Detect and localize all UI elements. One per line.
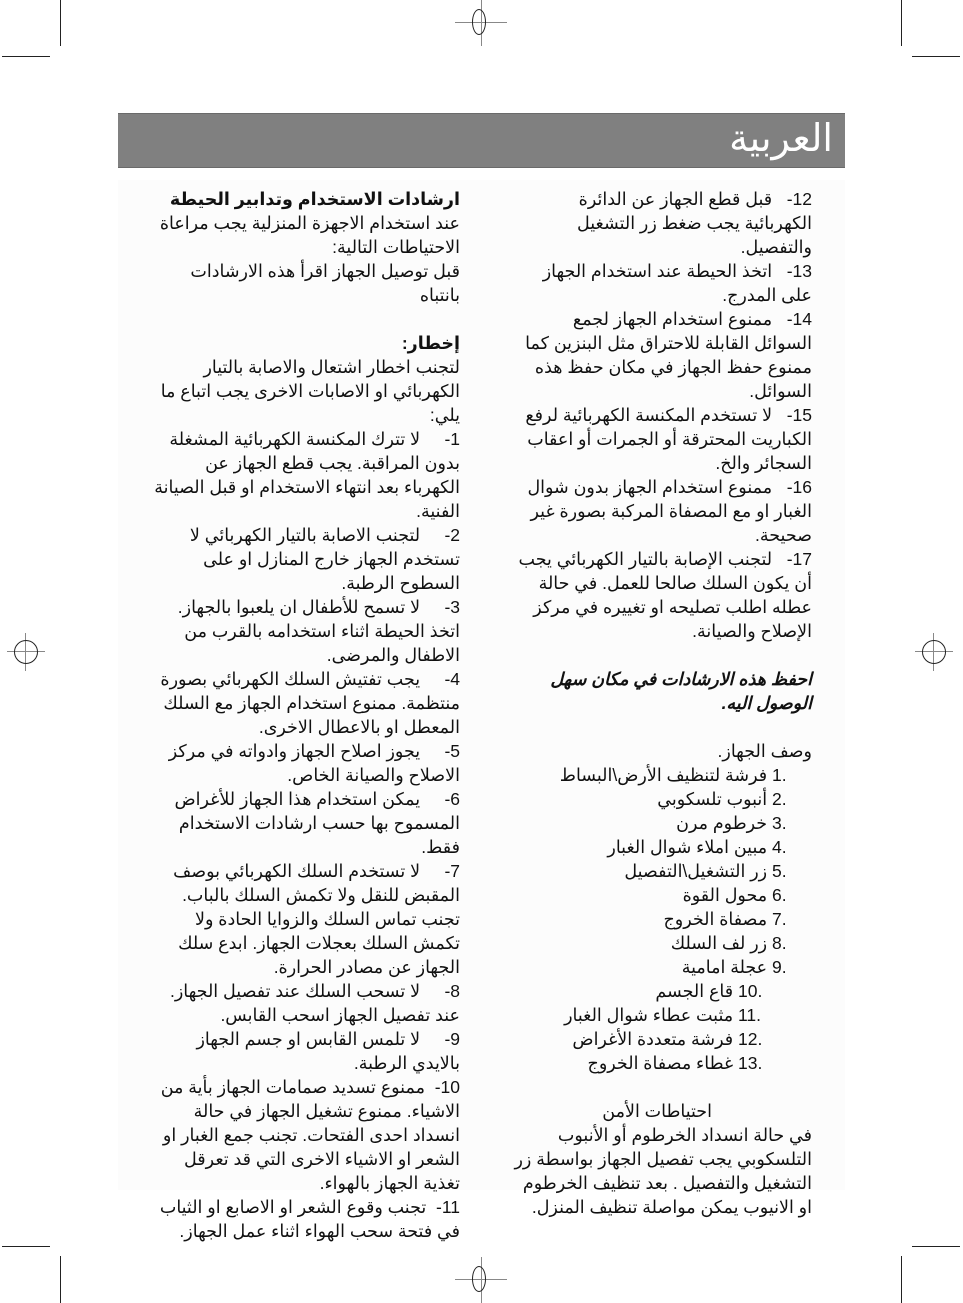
description-item: 11. مثبت عطاء شوال الغبار — [564, 1005, 762, 1025]
right-column — [512, 187, 812, 1219]
warning-item: 13- اتخذ الحيطة عند استخدام الجهاز على المدرج. — [542, 261, 812, 305]
description-item: 1. فرشة لتنظيف الأرض\البساط — [559, 765, 787, 785]
description-item: 7. مصفاة الخروج — [663, 909, 787, 929]
crop-mark — [2, 56, 50, 57]
description-item: 5. زر التشغيل\التفصيل — [624, 861, 787, 881]
warning-item: 10- ممنوع تسديد صمامات الجهاز بأية من الاشياء. ممنوع تشغيل الجهاز في حالة انسداد احدى الفتحات. تجنب جمع الغبار او الشعر او الاشياء الاخرى التي قد تعرقل تغذية الجهاز بالهواء. — [160, 1077, 460, 1193]
warning-intro: لتجنب اخطار اشتعال والاصابة بالتيار الكهربائي او الاصابات الاخرى يجب اتباع ما يلي: — [160, 357, 460, 425]
crop-mark — [901, 1256, 902, 1303]
language-header — [118, 113, 845, 168]
crop-mark — [60, 1256, 61, 1303]
description-list — [512, 763, 812, 1075]
warning-item: 16- ممنوع استخدام الجهاز بدون شوال الغبار او مع المصفاة المركبة بصورة غير صحيحة. — [527, 477, 812, 545]
registration-mark-icon — [915, 633, 953, 671]
registration-mark-icon — [455, 0, 507, 46]
description-item: 9. عجلة امامية — [681, 957, 787, 977]
warning-item: 2- لتجنب الاصابة بالتيار الكهربائي لا تستخدم الجهاز خارج المنازل او على السطوح الرطبة. — [189, 525, 460, 593]
crop-mark — [2, 1246, 50, 1247]
warning-label: إخطار: — [401, 333, 460, 353]
description-item: 3. خرطوم مرن — [676, 813, 787, 833]
warning-item: 4- يجب تفتيش السلك الكهربائي بصورة منتظمة. ممنوع استخدام الجهاز مع السلك المعطل او بالاعطال الاخرى. — [160, 669, 460, 737]
safety-text: في حالة انسداد الخرطوم أو الأنبوب التلسكوبي يجب تفصيل الجهاز بواسطة زر التشغيل والتفصيل . بعد تنظيف الخرطوم او الانيوب يمكن مواصلة تنظيف المنزل. — [514, 1125, 812, 1217]
registration-mark-icon — [7, 633, 45, 671]
section-title: ارشادات الاستخدام وتدابير الحيطة — [169, 189, 460, 209]
crop-mark — [912, 56, 960, 57]
left-column — [148, 187, 460, 1243]
page-title: العربية — [729, 118, 833, 160]
warning-item: 7- لا تستخدم السلك الكهربائي بوصف المقبض للنقل ولا تكمش السلك بالباب. تجنب تماس السلك والزوايا الحادة ولا تكمش السلك بعجلات الجهاز. ابدع سلك الجهاز عن مصادر الحرارة. — [173, 861, 460, 977]
warning-item: 11- تجنب وقوع الشعر او الاصابع او الثياب في فتحة سحب الهواء اثناء عمل الجهاز. — [159, 1197, 460, 1241]
warning-item: 14- ممنوع استخدام الجهاز لجمع السوائل القابلة للاحتراق مثل البنزين كما ممنوع حفظ الجهاز في مكان حفظ هذه السوائل. — [525, 309, 812, 401]
keep-instructions-note: احفظ هذه الارشادات في مكان سهل الوصول اليه. — [550, 669, 812, 713]
description-title: وصف الجهاز. — [717, 741, 812, 761]
description-item: 6. محول القوة — [682, 885, 787, 905]
warning-item: 6- يمكن استخدام هذا الجهاز للأغراض المسموح بها حسب ارشادات الاستخدام فقط. — [174, 789, 460, 857]
warning-item: 1- لا تترك المكنسة الكهربائية المشغلة بدون المراقبة. يجب قطع الجهاز عن الكهرباء بعد انتهاء الاستخدام او قبل الصيانة الفنية. — [154, 429, 460, 521]
crop-mark — [912, 1246, 960, 1247]
warnings-list — [148, 427, 460, 1243]
crop-mark — [60, 0, 61, 46]
description-item: 4. مبين املاء شوال الغبار — [607, 837, 787, 857]
description-item: 12. فرشة متعددة الأغراض — [572, 1029, 763, 1049]
description-item: 2. أنبوب تلسكوبي — [657, 789, 787, 809]
warning-item: 8- لا تسحب السلك عند تفصيل الجهاز. عند تفصيل الجهاز اسحب القابس. — [169, 981, 460, 1025]
warning-item: 9- لا تلمس القابس او جسم الجهاز بالايدي الرطبة. — [196, 1029, 460, 1073]
warning-item: 17- لتجنب الإصابة بالتيار الكهربائي يجب أن يكون السلك صالحا للعمل. في حالة عطله اطلب تصليحه او تغييره في مركز الإصلاح والصيانة. — [518, 549, 812, 641]
safety-title: احتياطات الأمن — [602, 1101, 712, 1121]
description-item: 8. زر لف السلك — [670, 933, 787, 953]
warning-item: 12- قبل قطع الجهاز عن الدائرة الكهربائية يجب ضغط زر التشغيل والتفصيل. — [577, 189, 812, 257]
crop-mark — [901, 0, 902, 46]
warning-item: 3- لا تسمح للأطفال ان يلعبوا بالجهاز. اتخذ الحيطة اثناء استخدامه بالقرب من الاطفال والمرضى. — [177, 597, 460, 665]
warning-item: 5- يجوز اصلاح الجهاز وادواته في مركز الاصلاح والصيانة الخاص. — [168, 741, 460, 785]
description-item: 10. قاع الجسم — [655, 981, 763, 1001]
registration-mark-icon — [455, 1257, 507, 1303]
description-item: 13. غطاء مصفاة الخروج — [587, 1053, 763, 1073]
read-note: قبل توصيل الجهاز اقرأ هذه الارشادات بانتباه — [190, 261, 460, 305]
warnings-continued — [512, 187, 812, 643]
warning-item: 15- لا تستخدم المكنسة الكهربائية لرفع الكباريت المحترقة أو الجمرات أو اعقاب السجائر والخ. — [525, 405, 812, 473]
intro-text: عند استخدام الاجهزة المنزلية يجب مراعاة الاحتياطات التالية: — [159, 213, 460, 257]
